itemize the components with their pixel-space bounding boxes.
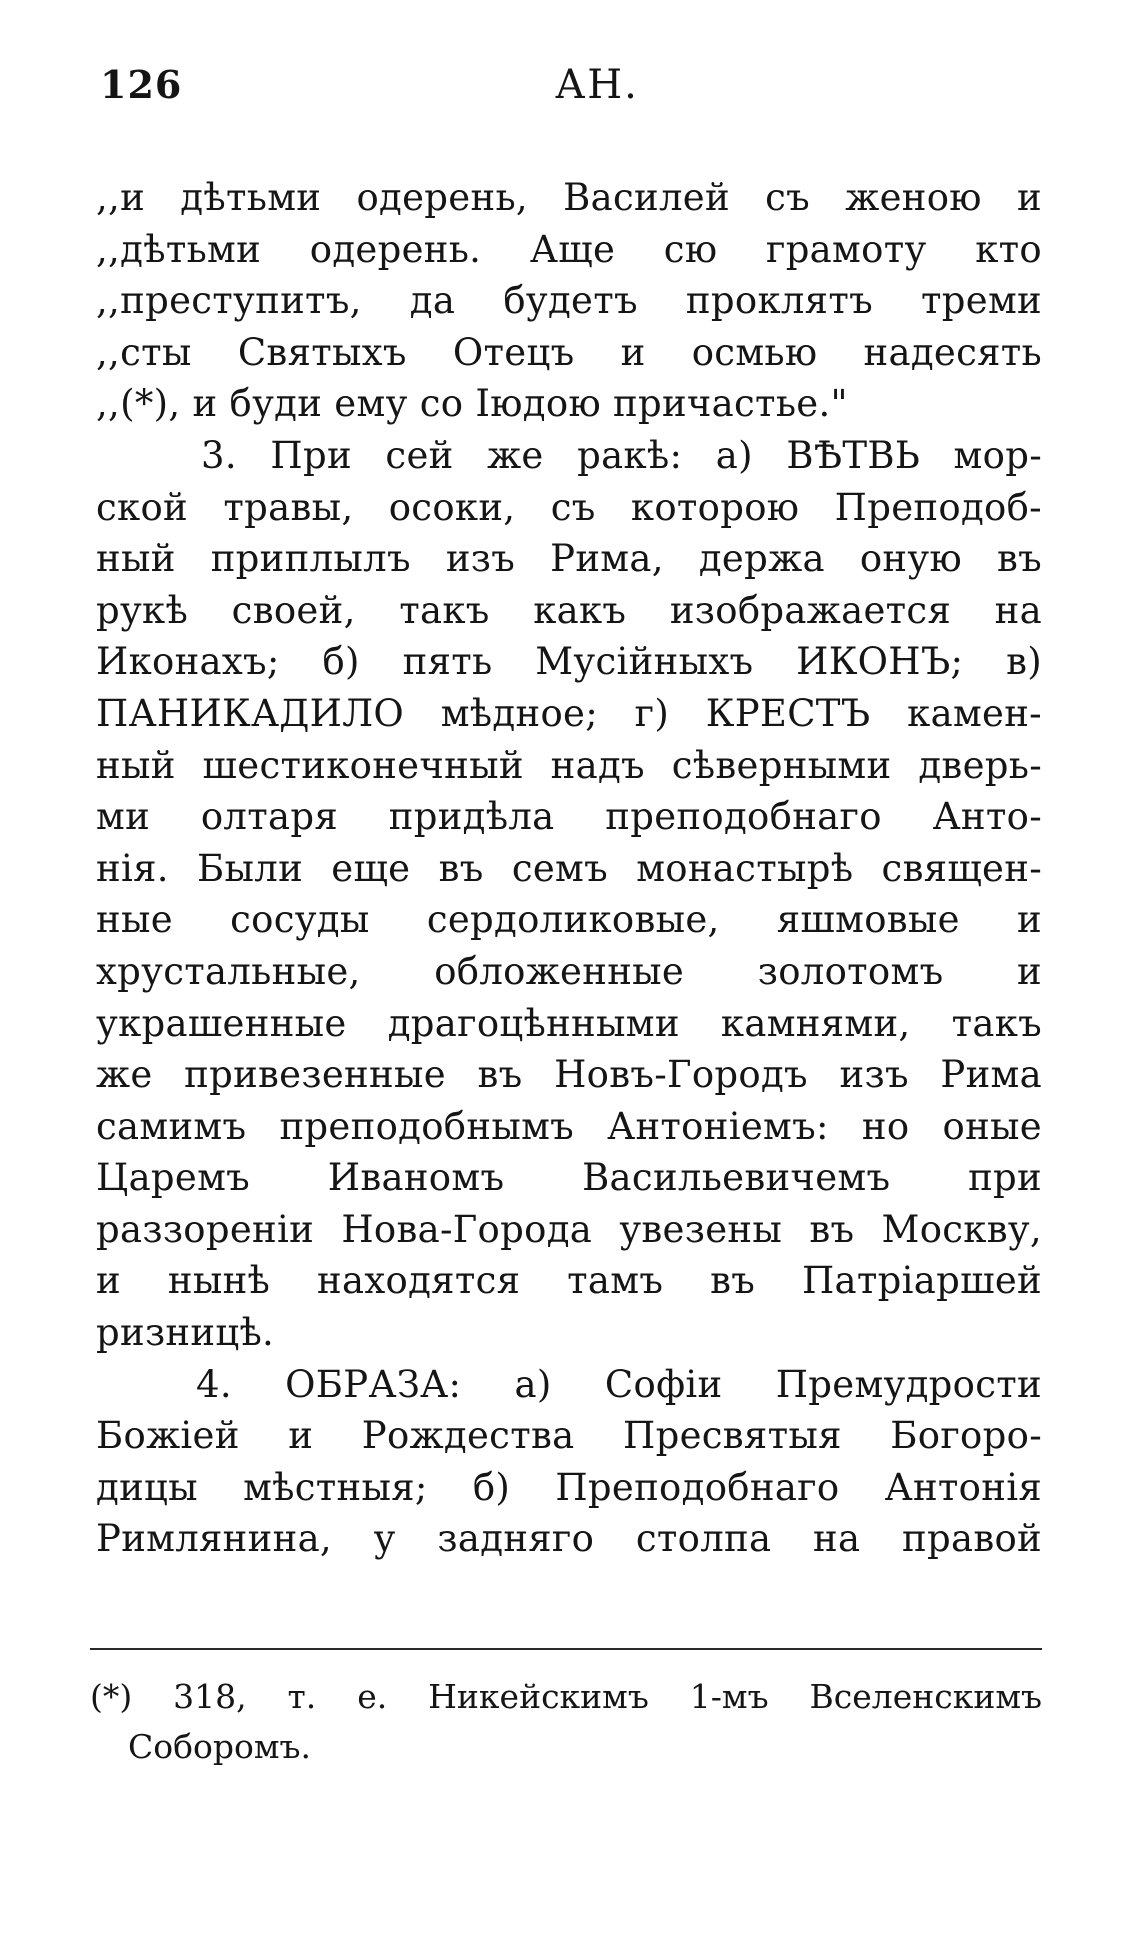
text-line: же привезенные въ Новъ-Городъ изъ Рима (96, 1053, 1042, 1097)
footnote-divider (90, 1648, 1042, 1650)
page-header (100, 62, 1040, 122)
text-line: ,,и дѣтьми одерень, Василей съ женою и (96, 176, 1042, 219)
text-line: раззоренiи Нова-Города увезены въ Москву, (96, 1207, 1042, 1251)
text-line: Божiей и Рождества Пресвятыя Богоро- (96, 1414, 1042, 1458)
text-line: 3. При сей же ракѣ: а) ВѢТВЬ мор- (201, 433, 1042, 477)
text-line: Иконахъ; б) пять Мусiйныхъ ИКОНЪ; в) (96, 640, 1042, 684)
text-line: ный приплылъ изъ Рима, держа оную въ (96, 537, 1042, 581)
text-line: хрустальные, обложенные золотомъ и (96, 949, 1042, 993)
running-head: АН. (555, 62, 639, 108)
text-line: ,,сты Святыхъ Отецъ и осмью надесять (96, 330, 1042, 374)
text-line: ризницѣ. (96, 1311, 275, 1355)
body-text (96, 172, 1042, 1565)
text-line: ПАНИКАДИЛО мѣдное; г) КРЕСТЪ камен- (96, 691, 1042, 735)
text-line: ный шестиконечный надъ сѣверными дверь- (96, 743, 1042, 787)
text-line: и нынѣ находятся тамъ въ Патрiаршей (96, 1259, 1042, 1303)
page-number: 126 (100, 62, 183, 107)
text-line: рукѣ своей, такъ какъ изображается на (96, 588, 1042, 632)
text-line: ской травы, осоки, съ которою Преподоб- (96, 485, 1042, 529)
footnote-line: (*) 318, т. е. Никейскимъ 1-мъ Вселенскимъ (90, 1677, 1042, 1716)
text-line: ми олтаря придѣла преподобнаго Анто- (96, 795, 1042, 839)
text-line: ,,преступитъ, да будетъ проклятъ треми (96, 279, 1042, 323)
text-line: ные сосуды сердоликовые, яшмовые и (96, 898, 1042, 942)
text-line: нiя. Были еще въ семъ монастырѣ священ- (96, 846, 1042, 890)
text-line: 4. ОБРАЗА: а) Софiи Премудрости (196, 1362, 1042, 1406)
text-line: Царемъ Иваномъ Васильевичемъ при (96, 1156, 1042, 1200)
text-line: ,,(*), и буди ему со Іюдою причастье." (96, 382, 848, 426)
text-line: Римлянина, у задняго столпа на правой (96, 1517, 1042, 1561)
footnote (90, 1672, 1042, 1772)
text-line: украшенные драгоцѣнными камнями, такъ (96, 1001, 1042, 1045)
footnote-line: Соборомъ. (128, 1727, 311, 1766)
text-line: дицы мѣстныя; б) Преподобнаго Антонiя (96, 1465, 1042, 1509)
text-line: самимъ преподобнымъ Антонiемъ: но оные (96, 1104, 1042, 1148)
text-line: ,,дѣтьми одерень. Аще сю грамоту кто (96, 227, 1042, 271)
